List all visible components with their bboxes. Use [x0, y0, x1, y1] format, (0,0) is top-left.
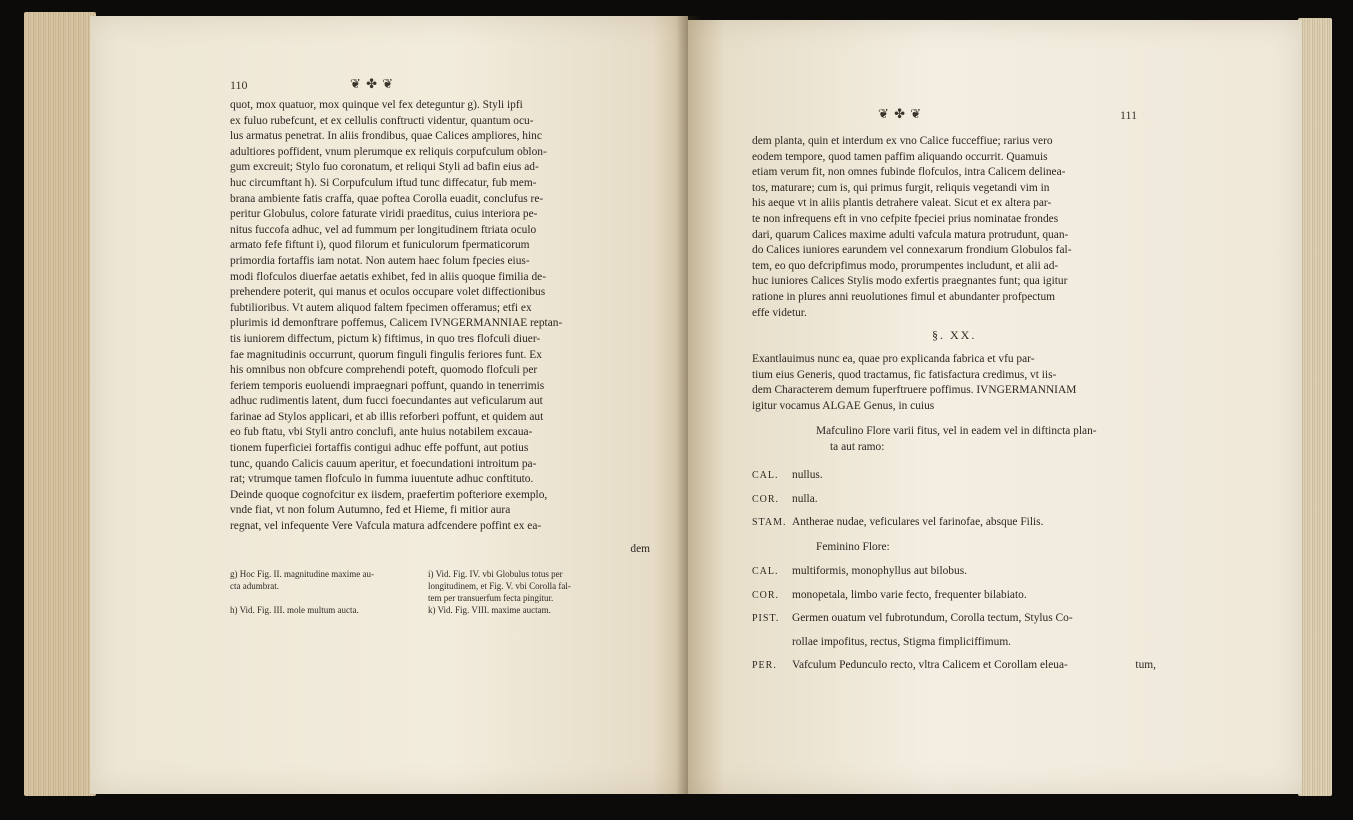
male-parts-list	[752, 468, 1156, 539]
part-text: nullus.	[792, 469, 823, 481]
text-line: ratione in plures anni reuolutiones fimul et abundanter profpectum	[752, 290, 1056, 303]
masculino-description	[816, 424, 1156, 455]
text-line: adhuc rudimentis latent, dum fucci foecundantes aut veficularum aut	[230, 395, 543, 408]
text-line: do Calices iuniores earundem vel connexarum frondium Globulos fal-	[752, 244, 1072, 257]
text-line: peritur Globulus, colore faturate viridi praeditus, cuius interiora pe-	[230, 208, 538, 221]
footnote-line: tem per transuerfum fecta pingitur.	[428, 593, 554, 603]
left-folio: 110	[230, 78, 248, 92]
section-heading: §. XX.	[932, 328, 977, 342]
part-row	[752, 515, 1156, 531]
text-line: plurimis id demonftrare poffemus, Calicem IVNGERMANNIAE reptan-	[230, 317, 563, 330]
text-line: regnat, vel infequente Vere Vafcula matura adfcendere poffint ex ea-	[230, 520, 542, 533]
feminino-heading: Feminino Flore:	[816, 541, 890, 553]
text-line: te non infrequens eft in vno cefpite fpeciei prius nominatae frondes	[752, 212, 1059, 225]
part-label: CAL.	[752, 566, 779, 577]
part-text: nulla.	[792, 492, 818, 505]
text-line: primordia fortaffis iam notat. Non autem haec folum fpecies eius-	[230, 254, 530, 267]
page-edges-right	[1298, 18, 1332, 796]
text-line: dem planta, quin et interdum ex vno Calice fucceffiue; rarius vero	[752, 135, 1053, 147]
text-line: fubtilioribus. Vt autem aliquod faltem fpecimen offeramus; etfi ex	[230, 301, 532, 314]
part-row	[752, 588, 1156, 604]
footnote-line: h) Vid. Fig. III. mole multum aucta.	[230, 605, 359, 615]
text-line: etiam verum fit, non omnes fubinde flofculos, intra Calicem delinea-	[752, 166, 1066, 179]
part-label: STAM.	[752, 517, 787, 529]
text-line: tis iuniorem diffectum, pictum k) fiftimus, in quo tres flofculi diuer-	[230, 332, 541, 345]
right-folio: 111	[1120, 108, 1138, 122]
part-text: rollae impofitus, rectus, Stigma fimpliciffimum.	[792, 635, 1012, 648]
part-text: Vafculum Pedunculo recto, vltra Calicem et Corollam eleua-	[792, 659, 1068, 672]
right-page	[688, 20, 1302, 794]
section-body-text	[752, 352, 1156, 414]
text-line: dem Characterem demum fuperftruere poffimus. IVNGERMANNIAM	[752, 384, 1077, 397]
text-line: quot, mox quatuor, mox quinque vel fex deteguntur g). Styli ipfi	[230, 99, 523, 111]
part-text: monopetala, limbo varie fecto, frequenter bilabiato.	[792, 588, 1027, 601]
masculino-line-1: Mafculino Flore varii fitus, vel in eadem vel in diftincta plan-	[816, 425, 1097, 437]
part-label: COR.	[752, 589, 780, 601]
part-row	[752, 635, 1156, 651]
text-line: brana ambiente fatis craffa, quae poftea Corolla euadit, conclufus re-	[230, 192, 544, 205]
text-line: eo fub ftatu, vbi Styli antro conclufi, ante huius notabilem excaua-	[230, 426, 533, 439]
part-row	[752, 564, 1156, 580]
text-line: farinae ad Stylos applicari, et ab illis reforberi poffunt, et quidem aut	[230, 410, 544, 423]
text-line: modi flofculos diuerfae aetatis exhibet, fed in aliis quoque fimilia de-	[230, 270, 546, 283]
text-line: tionem fuperficiei fortaffis contigui adhuc effe poffunt, aut potius	[230, 442, 529, 455]
right-catchword: tum,	[1135, 659, 1156, 671]
female-parts-list	[752, 564, 1156, 682]
text-line: fae magnitudinis occurrunt, quorum finguli fingulis feriores funt. Ex	[230, 348, 542, 361]
text-line: tem, eo quo defcripfimus modo, prorumpentes includunt, et alii ad-	[752, 259, 1059, 272]
text-line: ex fuluo rubefcunt, et ex cellulis conftructi videntur, quantum ocu-	[230, 114, 534, 127]
text-line: vnde fiat, vt non folum Autumno, fed et Hieme, fi mitior aura	[230, 504, 511, 517]
text-line: tos, maturare; cum is, qui primus furgit, reliquis vegetandi vim in	[752, 181, 1050, 194]
text-line: nitus fuccofa adhuc, vel ad fummum per longitudinem ftriata oculo	[230, 223, 537, 236]
text-line: prehendere poterit, qui manus et oculos occupare volet diffectionibus	[230, 286, 546, 299]
part-row	[752, 468, 1156, 484]
part-text: multiformis, monophyllus aut bilobus.	[792, 565, 967, 577]
text-line: gum excreuit; Stylo fuo coronatum, et reliqui Styli ad bafin eius ad-	[230, 161, 539, 174]
part-row	[752, 492, 1156, 508]
footnote-line: k) Vid. Fig. VIII. maxime auctam.	[428, 605, 551, 615]
text-line: tunc, quando Calicis cauum aperitur, et foecundationi introitum pa-	[230, 457, 537, 470]
footnote-line: longitudinem, et Fig. V. vbi Corolla fal-	[428, 581, 571, 591]
text-line: lus armatus penetrat. In aliis frondibus, quae Calices ampliores, hinc	[230, 130, 542, 143]
left-page	[90, 16, 688, 794]
text-line: igitur vocamus ALGAE Genus, in cuius	[752, 399, 935, 412]
footnotes-right-column	[428, 568, 648, 616]
footnote-line: g) Hoc Fig. II. magnitudine maxime au-	[230, 569, 374, 579]
text-line: his omnibus non obfcure comprehendi poteft, quomodo flofculi per	[230, 364, 538, 377]
text-line: effe videtur.	[752, 306, 807, 319]
text-line: Deinde quoque cognofcitur ex iisdem, praefertim pofteriore exemplo,	[230, 488, 548, 501]
right-body-text	[752, 134, 1156, 321]
left-catchword: dem	[630, 543, 650, 555]
part-row	[752, 611, 1156, 627]
text-line: Exantlauimus nunc ea, quae pro explicanda fabrica et vfu par-	[752, 353, 1035, 365]
left-ornament: ❦ ✤ ❦	[350, 76, 395, 91]
text-line: armato fefe fiftunt i), quod filorum et funiculorum fpermaticorum	[230, 239, 530, 252]
left-body-text	[230, 98, 650, 535]
footnote-line	[230, 592, 430, 604]
text-line: his aeque vt in aliis plantis detrahere valeat. Sicut et ex altera par-	[752, 197, 1052, 210]
text-line: dari, quarum Calices maxime adulti vafcula matura protrudunt, quan-	[752, 228, 1069, 241]
text-line: tium eius Generis, quod tractamus, fic fatisfactura credimus, vt iis-	[752, 368, 1057, 381]
footnote-line: i) Vid. Fig. IV. vbi Globulus totus per	[428, 569, 563, 579]
text-line: huc circumftant h). Si Corpufculum iftud tunc diffecatur, fub mem-	[230, 176, 537, 189]
text-line: huc iuniores Calices Stylis modo exfertis praegnantes funt; qua igitur	[752, 275, 1068, 288]
text-line: rat; vtrumque tamen flofculo in fumma iuuentute adhuc conftituto.	[230, 473, 534, 486]
right-ornament: ❦ ✤ ❦	[878, 106, 923, 121]
part-label: CAL.	[752, 470, 779, 481]
text-line: eodem tempore, quod tamen paffim aliquando occurrit. Quamuis	[752, 150, 1048, 163]
part-text: Germen ouatum vel fubrotundum, Corolla tectum, Stylus Co-	[792, 612, 1073, 625]
text-line: feriem temporis euoluendi impraegnari poffunt, quando in tenerrimis	[230, 379, 545, 392]
part-text: Antherae nudae, veficulares vel farinofae, absque Filis.	[792, 516, 1044, 529]
part-label: PIST.	[752, 613, 780, 625]
page-edges-left	[24, 12, 96, 796]
text-line: adultiores poffident, vnum plerumque ex reliquis corpufculum oblon-	[230, 145, 547, 158]
footnote-line: cta adumbrat.	[230, 581, 279, 591]
masculino-line-2: ta aut ramo:	[830, 440, 885, 453]
part-label: PER.	[752, 660, 777, 672]
footnotes-left-column	[230, 568, 430, 616]
part-row	[752, 658, 1156, 674]
part-label: COR.	[752, 493, 780, 505]
